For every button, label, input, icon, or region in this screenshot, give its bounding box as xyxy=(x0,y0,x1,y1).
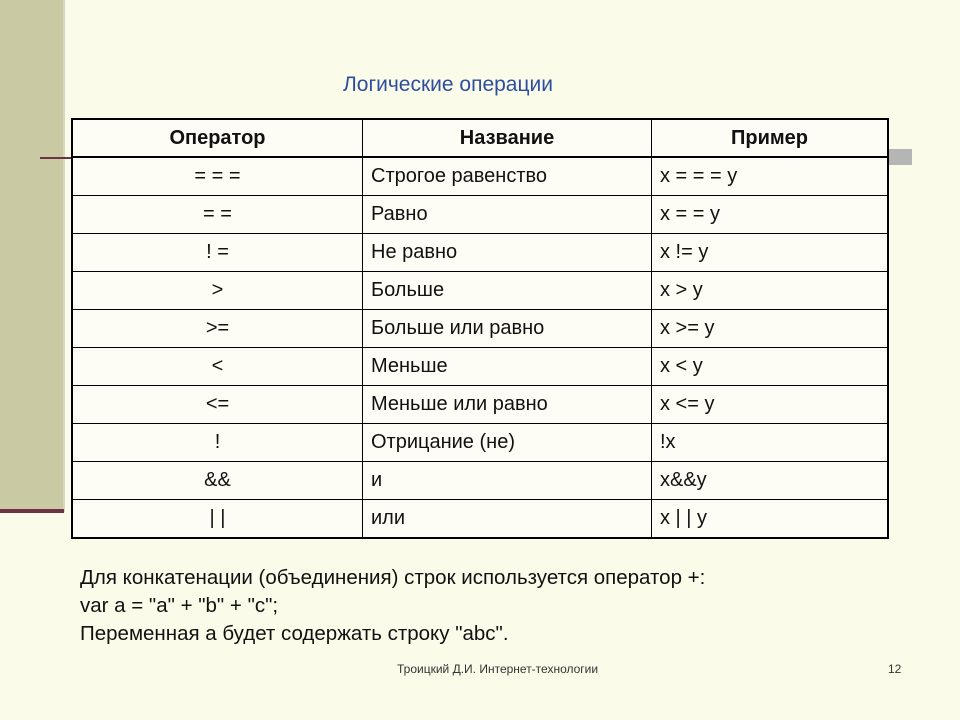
operator-cell: | | xyxy=(72,500,363,539)
example-cell: x < y xyxy=(652,348,889,386)
header-example: Пример xyxy=(652,119,889,157)
name-cell: Отрицание (не) xyxy=(363,424,652,462)
operator-cell: >= xyxy=(72,310,363,348)
example-cell: x = = = y xyxy=(652,157,889,196)
table-row xyxy=(72,272,888,310)
name-cell: Меньше xyxy=(363,348,652,386)
page-number: 12 xyxy=(888,662,902,676)
slide-title: Логические операции xyxy=(343,73,553,96)
footer-text: Троицкий Д.И. Интернет-технологии xyxy=(397,662,599,676)
operator-cell: = = xyxy=(72,196,363,234)
operator-cell: && xyxy=(72,462,363,500)
accent-block xyxy=(888,149,912,165)
operator-cell: ! = xyxy=(72,234,363,272)
name-cell: Не равно xyxy=(363,234,652,272)
table-row xyxy=(72,386,888,424)
example-cell: x&&y xyxy=(652,462,889,500)
operator-cell: > xyxy=(72,272,363,310)
left-decor-bar xyxy=(0,0,65,512)
note-line: Для конкатенации (объединения) строк используется оператор +: xyxy=(80,566,706,589)
name-cell: или xyxy=(363,500,652,539)
name-cell: Равно xyxy=(363,196,652,234)
operator-cell: <= xyxy=(72,386,363,424)
left-decor-accent xyxy=(0,509,64,513)
table-row xyxy=(72,196,888,234)
name-cell: и xyxy=(363,462,652,500)
example-cell: !x xyxy=(652,424,889,462)
example-cell: x = = y xyxy=(652,196,889,234)
name-cell: Больше или равно xyxy=(363,310,652,348)
example-cell: x | | y xyxy=(652,500,889,539)
operator-cell: = = = xyxy=(72,157,363,196)
notes-block xyxy=(80,564,705,648)
example-cell: x != y xyxy=(652,234,889,272)
name-cell: Больше xyxy=(363,272,652,310)
table-row xyxy=(72,424,888,462)
table-row xyxy=(72,310,888,348)
header-name: Название xyxy=(363,119,652,157)
note-line: var a = "a" + "b" + "c"; xyxy=(80,594,279,617)
name-cell: Строгое равенство xyxy=(363,157,652,196)
table-header-row xyxy=(72,119,888,157)
operator-cell: ! xyxy=(72,424,363,462)
table-row xyxy=(72,157,888,196)
table-row xyxy=(72,348,888,386)
example-cell: x > y xyxy=(652,272,889,310)
operator-cell: < xyxy=(72,348,363,386)
operators-table xyxy=(71,118,889,539)
table-row xyxy=(72,462,888,500)
header-operator: Оператор xyxy=(72,119,363,157)
example-cell: x >= y xyxy=(652,310,889,348)
example-cell: x <= y xyxy=(652,386,889,424)
name-cell: Меньше или равно xyxy=(363,386,652,424)
table-row xyxy=(72,500,888,539)
table-row xyxy=(72,234,888,272)
note-line: Переменная a будет содержать строку "abc". xyxy=(80,622,509,645)
